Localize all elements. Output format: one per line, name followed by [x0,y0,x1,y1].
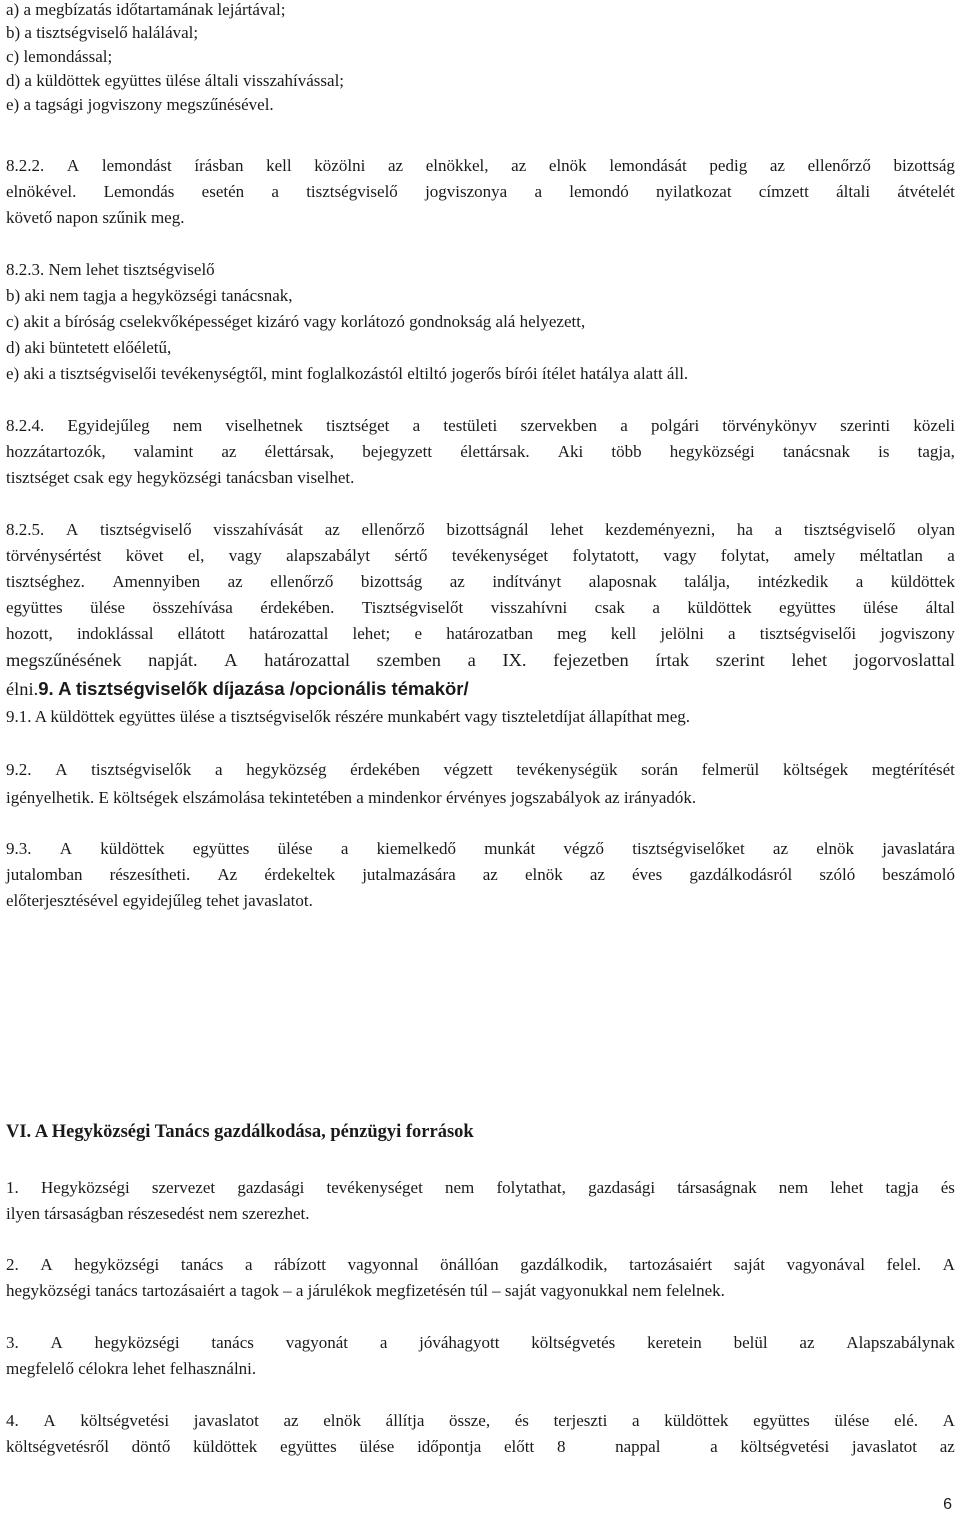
paragraph-vi-2-line: hegyközségi tanács tartozásaiért a tagok – a járulékok megfizetésén túl – saját vagyonukkal nem felelnek. [6,1281,725,1300]
list-item: d) aki büntetett előéletű, [6,338,172,357]
paragraph-8-2-4-line: 8.2.4. Egyidejűleg nem viselhetnek tisztséget a testületi szervekben a polgári törvénykönyv szerinti közeli [6,416,955,435]
paragraph-8-2-2-line: elnökével. Lemondás esetén a tisztségviselő jogviszonya a lemondó nyilatkozat címzett általi átvételét [6,182,955,201]
list-item: a) a megbízatás időtartamának lejártával; [6,0,286,19]
paragraph-9-1: 9.1. A küldöttek együttes ülése a tisztségviselők részére munkabért vagy tiszteletdíjat állapíthat meg. [6,707,691,726]
list-item: b) a tisztségviselő halálával; [6,23,199,42]
paragraph-8-2-5-line: 8.2.5. A tisztségviselő visszahívását az ellenőrző bizottságnál lehet kezdeményezni, ha a tisztségviselő olyan [6,520,955,539]
paragraph-8-2-3-intro: 8.2.3. Nem lehet tisztségviselő [6,260,215,279]
paragraph-9-3-line: 9.3. A küldöttek együttes ülése a kiemelkedő munkát végző tisztségviselőket az elnök javaslatára [6,839,955,858]
paragraph-9-3-line: jutalomban részesítheti. Az érdekeltek jutalmazására az elnök az éves gazdálkodásról szóló beszámoló [6,865,955,884]
paragraph-8-2-5-last-line [6,676,469,703]
page-number: 6 [943,1496,952,1513]
paragraph-8-2-5-line: hozott, indoklással ellátott határozattal lehet; e határozatban meg kell jelölni a tisztségviselői jogviszony [6,624,955,643]
paragraph-vi-1-line: 1. Hegyközségi szervezet gazdasági tevékenységet nem folytathat, gazdasági társaságnak nem lehet tagja és [6,1178,955,1197]
paragraph-8-2-5-end: élni. [6,679,39,699]
paragraph-vi-1-line: ilyen társaságban részesedést nem szerezhet. [6,1204,310,1223]
paragraph-8-2-5-line: tisztséghez. Amennyiben az ellenőrző bizottság az indítványt alaposnak találja, intézkedik a küldöttek [6,572,955,591]
paragraph-vi-3-line: megfelelő célokra lehet felhasználni. [6,1359,257,1378]
paragraph-8-2-2-line: 8.2.2. A lemondást írásban kell közölni az elnökkel, az elnök lemondását pedig az ellenőrző bizottság [6,156,955,175]
paragraph-9-2-line: 9.2. A tisztségviselők a hegyközség érdekében végzett tevékenységük során felmerül költségek megtérítését [6,760,955,779]
paragraph-9-3-line: előterjesztésével egyidejűleg tehet javaslatot. [6,891,313,910]
paragraph-8-2-5-line: megszűnésének napját. A határozattal szemben a IX. fejezetben írtak szerint lehet jogorvoslattal [6,650,955,670]
paragraph-8-2-4-line: tisztséget csak egy hegyközségi tanácsban viselhet. [6,468,355,487]
paragraph-8-2-5-line: törvénysértést követ el, vagy alapszabályt sértő tevékenységet folytatott, vagy folytat, amely méltatlan a [6,546,955,565]
list-item: c) lemondással; [6,47,113,66]
paragraph-vi-4-line: költségvetésről döntő küldöttek együttes ülése időpontja előtt 8 nappal a költségvetési javaslatot az [6,1437,955,1456]
paragraph-9-2-line: igényelhetik. E költségek elszámolása tekintetében a mindenkor érvényes jogszabályok az irányadók. [6,788,697,807]
list-item: c) akit a bíróság cselekvőképességet kizáró vagy korlátozó gondnokság alá helyezett, [6,312,586,331]
paragraph-8-2-5-line: együttes ülése összehívása érdekében. Tisztségviselőt visszahívni csak a küldöttek együttes ülése által [6,598,955,617]
paragraph-8-2-4-line: hozzátartozók, valamint az élettársak, bejegyzett élettársak. Aki több hegyközségi tanácsnak is tagja, [6,442,955,461]
list-item: d) a küldöttek együttes ülése általi visszahívással; [6,71,345,90]
list-item: e) a tagsági jogviszony megszűnésével. [6,95,274,114]
list-item: b) aki nem tagja a hegyközségi tanácsnak, [6,286,293,305]
paragraph-vi-3-line: 3. A hegyközségi tanács vagyonát a jóváhagyott költségvetés keretein belül az Alapszabálynak [6,1333,955,1352]
section-9-heading: 9. A tisztségviselők díjazása /opcionális témakör/ [38,678,469,699]
paragraph-8-2-2-line: követő napon szűnik meg. [6,208,185,227]
list-item: e) aki a tisztségviselői tevékenységtől, mint foglalkozástól eltiltó jogerős bírói ítélet hatálya alatt áll. [6,364,689,383]
paragraph-vi-4-line: 4. A költségvetési javaslatot az elnök állítja össze, és terjeszti a küldöttek együttes ülése elé. A [6,1411,955,1430]
paragraph-vi-2-line: 2. A hegyközségi tanács a rábízott vagyonnal önállóan gazdálkodik, tartozásaiért saját vagyonával felel. A [6,1255,955,1274]
section-vi-heading: VI. A Hegyközségi Tanács gazdálkodása, pénzügyi források [6,1122,474,1142]
